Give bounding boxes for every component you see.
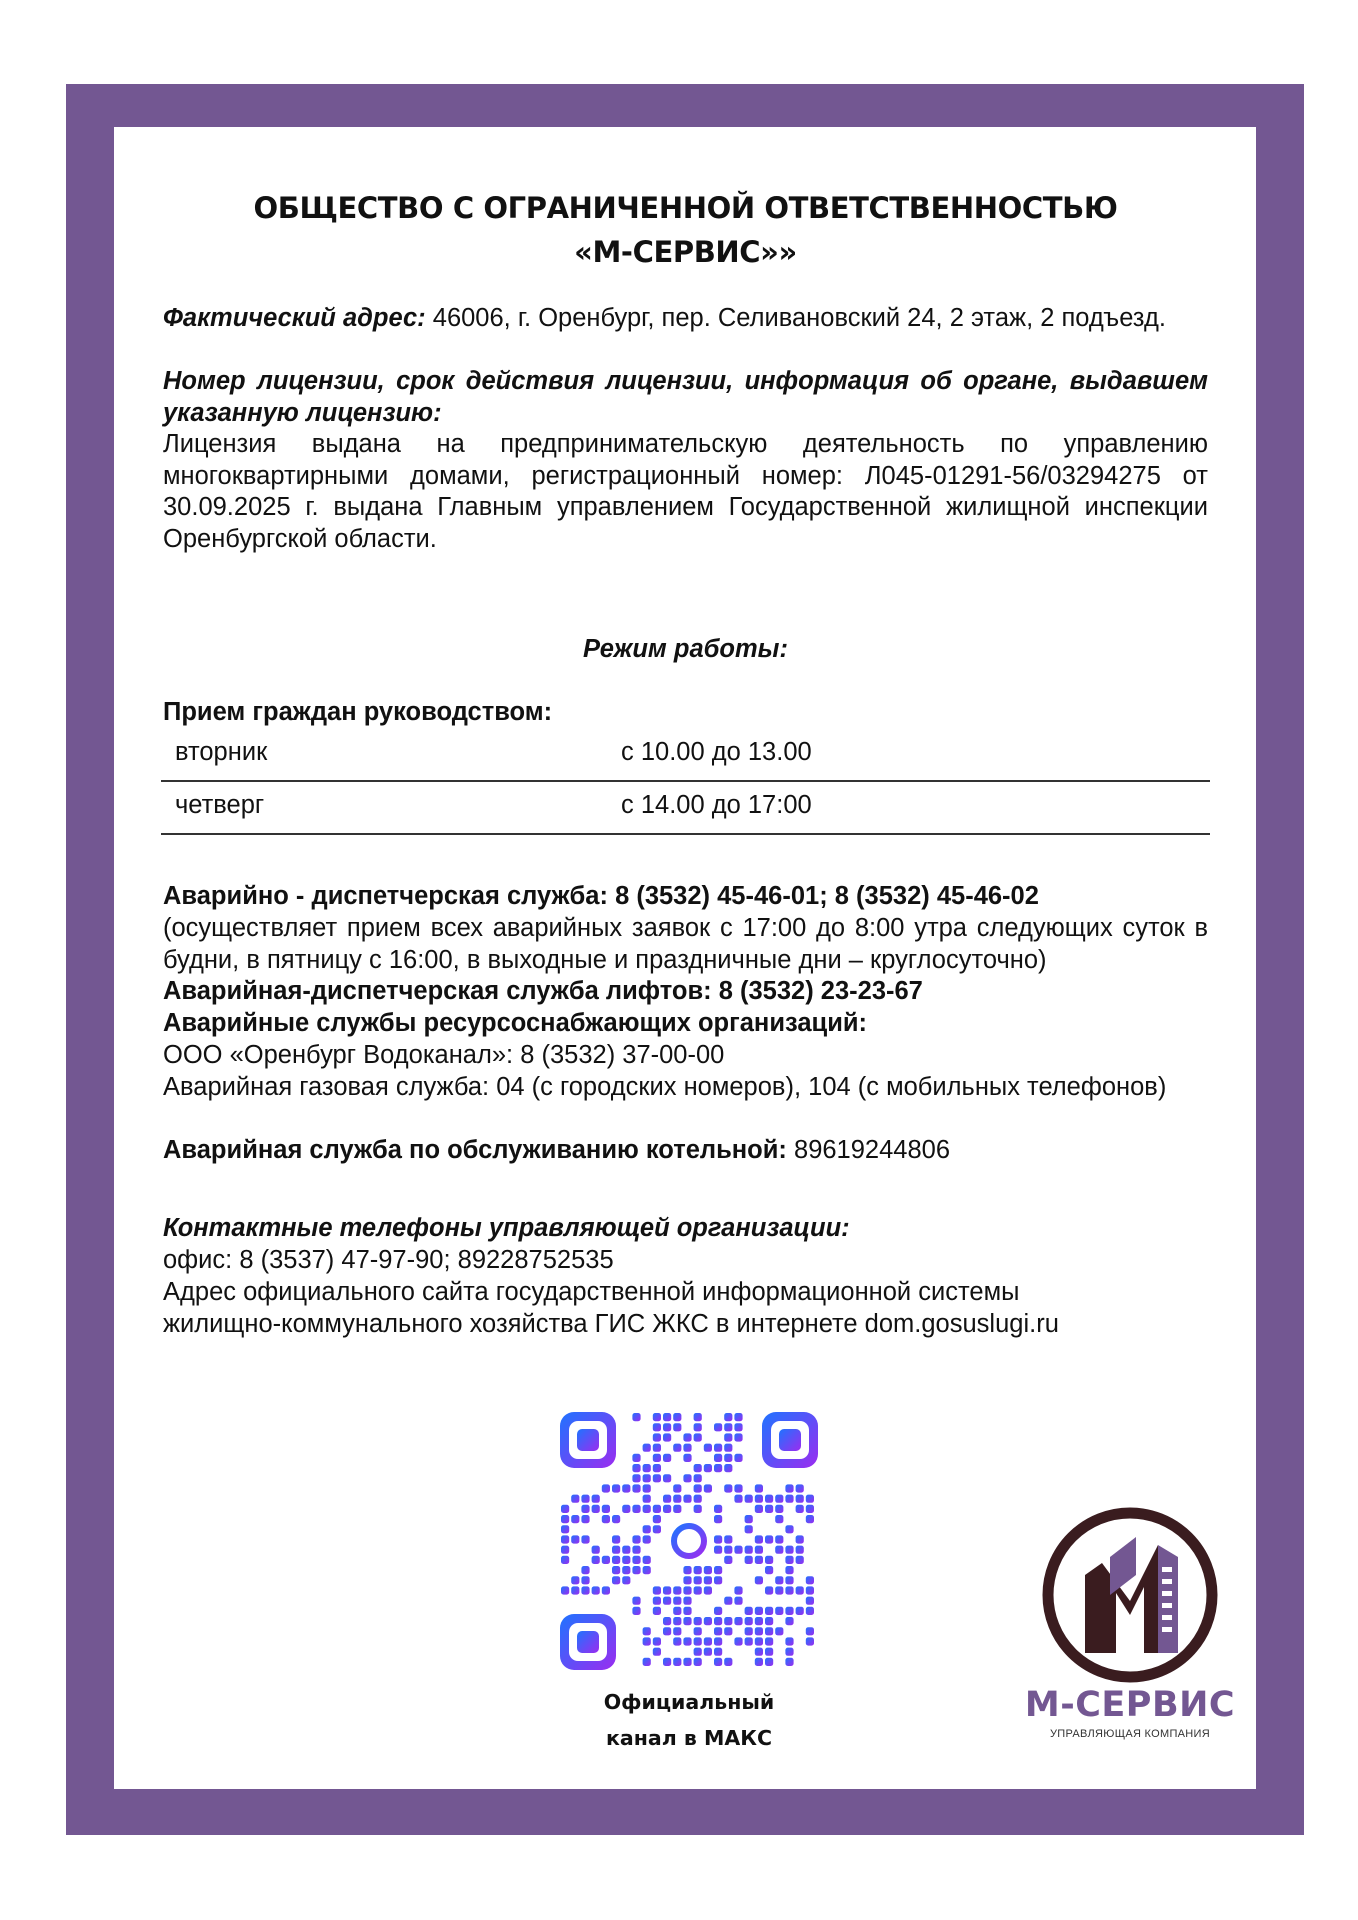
address-label: Фактический адрес: [163, 304, 426, 332]
gas-service: Аварийная газовая служба: 04 (с городских номеров), 104 (с мобильных телефонов) [163, 1073, 1167, 1101]
company-title-line1: ОБЩЕСТВО С ОГРАНИЧЕННОЙ ОТВЕТСТВЕННОСТЬЮ [253, 191, 1118, 225]
company-title-line2: «М-СЕРВИС»» [574, 235, 797, 269]
address-value: 46006, г. Оренбург, пер. Селивановский 24, 2 этаж, 2 подъезд. [425, 304, 1166, 332]
address-block [163, 303, 1208, 335]
contacts-label: Контактные телефоны управляющей организации: [163, 1214, 850, 1242]
license-label: Номер лицензии, срок действия лицензии, информация об органе, выдавшем указанную лицензию: [163, 367, 1208, 427]
logo-name: М-СЕРВИС [1024, 1685, 1236, 1725]
vodokanal-phone: ООО «Оренбург Водоканал»: 8 (3532) 37-00-00 [163, 1041, 725, 1069]
gis-line-1: Адрес официального сайта государственной информационной системы [163, 1278, 1020, 1306]
boiler-label: Аварийная служба по обслуживанию котельной: [163, 1136, 787, 1164]
reception-label: Прием граждан руководством: [163, 698, 553, 726]
qr-caption-line1: Официальный [603, 1690, 775, 1714]
elevator-service: Аварийная-диспетчерская служба лифтов: 8 (3532) 23-23-67 [163, 977, 923, 1005]
schedule-row [161, 781, 1210, 835]
schedule-heading: Режим работы: [583, 635, 788, 663]
office-phones: офис: 8 (3537) 47-97-90; 89228752535 [163, 1246, 614, 1274]
resource-services-label: Аварийные службы ресурсоснабжающих организаций: [163, 1009, 868, 1037]
qr-caption-line2: канал в МАКС [605, 1726, 773, 1750]
license-text: Лицензия выдана на предпринимательскую деятельность по управлению многоквартирными домами, регистрационный номер: Л045-01291-56/03294275 от 30.09.2025 г. выдана Главным управлением Государственной жилищной инспекции Оренбургской области. [163, 430, 1208, 553]
schedule-day: четверг [175, 791, 265, 819]
logo-tagline: УПРАВЛЯЮЩАЯ КОМПАНИЯ [1049, 1728, 1210, 1740]
company-logo [1040, 1505, 1220, 1685]
qr-code-image[interactable] [560, 1412, 818, 1670]
boiler-phone: 89619244806 [786, 1136, 951, 1164]
schedule-row [161, 728, 1210, 782]
gis-line-2: жилищно-коммунального хозяйства ГИС ЖКС в интернете dom.gosuslugi.ru [163, 1310, 1059, 1338]
dispatch-note: (осуществляет прием всех аварийных заявок с 17:00 до 8:00 утра следующих суток в будни, в пятницу с 16:00, в выходные и праздничные дни – круглосуточно) [163, 914, 1208, 974]
schedule-time: с 10.00 до 13.00 [621, 738, 812, 766]
schedule-day: вторник [175, 738, 268, 766]
schedule-time: с 14.00 до 17:00 [621, 791, 812, 819]
dispatch-service: Аварийно - диспетчерская служба: 8 (3532) 45-46-01; 8 (3532) 45-46-02 [163, 882, 1039, 910]
boiler-service [163, 1135, 1208, 1167]
